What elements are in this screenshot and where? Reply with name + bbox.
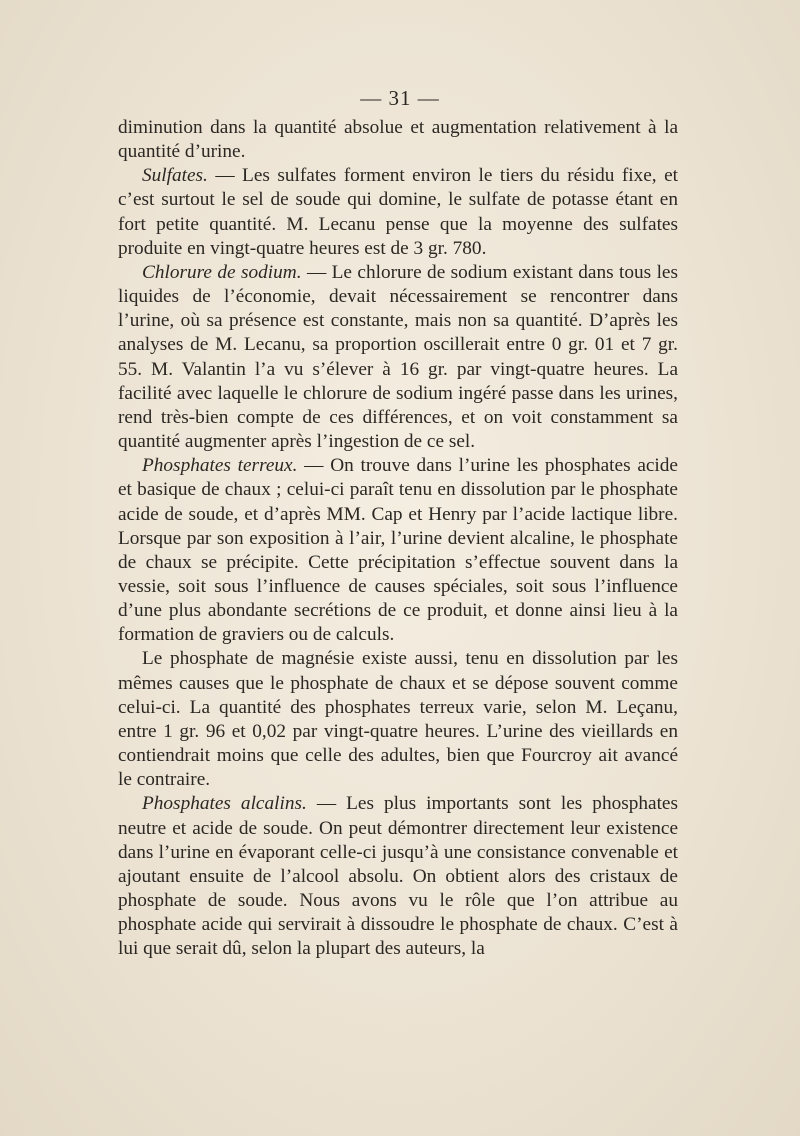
paragraph-text: — Les sulfates forment environ le tiers du résidu fixe, et c’est surtout le sel de soude qui domine, le sulfate de potasse étant en fort petite quantité. M. Lecanu pense que la moyenne des sulfates produite en vingt-quatre heures est de 3 gr. 780. (118, 165, 678, 259)
page-number: — 31 — (360, 86, 440, 110)
paragraph-chlorure (118, 261, 678, 454)
paragraph-phosphates-alcalins (118, 792, 678, 961)
section-heading-phosphates-terreux: Phosphates terreux. (142, 455, 298, 477)
section-heading-phosphates-alcalins: Phosphates alcalins. (142, 793, 307, 815)
section-heading-chlorure: Chlorure de sodium. (142, 261, 302, 283)
section-heading-sulfates: Sulfates. (142, 165, 208, 187)
body-text (118, 116, 678, 961)
paragraph-text: — On trouve dans l’urine les phosphates acide et basique de chaux ; celui-ci paraît tenu en dissolution par le phosphate acide de soude, et d’après MM. Cap et Henry par l’acide lactique libre. Lorsque par son exposition à l’air, l’urine devient alcaline, le phosphate de chaux se précipite. Cette précipitation s’effectue souvent dans la vessie, soit sous l’influence de causes spéciales, soit sous l’influence d’une plus abondante secrétions de ce produit, et donne ainsi lieu à la formation de graviers ou de calculs. (118, 455, 678, 646)
paragraph-text: diminution dans la quantité absolue et augmentation relativement à la quantité d’urine. (118, 117, 678, 163)
paragraph-text: — Les plus importants sont les phosphates neutre et acide de soude. On peut démontrer directement leur existence dans l’urine en évaporant celle-ci jusqu’à une consistance convenable et ajoutant ensuite de l’alcool absolu. On obtient alors des cristaux de phosphate de soude. Nous avons vu le rôle que l’on attribue au phosphate acide qui servirait à dissoudre le phosphate de chaux. C’est à lui que serait dû, selon la plupart des auteurs, la (118, 793, 678, 960)
paragraph-continuation (118, 116, 678, 164)
paragraph-text: — Le chlorure de sodium existant dans tous les liquides de l’économie, devait nécessairement se rencontrer dans l’urine, où sa présence est constante, mais non sa quantité. D’après les analyses de M. Lecanu, sa proportion oscillerait entre 0 gr. 01 et 7 gr. 55. M. Valantin l’a vu s’élever à 16 gr. par vingt-quatre heures. La facilité avec laquelle le chlorure de sodium ingéré passe dans les urines, rend très-bien compte de ces différences, et on voit constamment sa quantité augmenter après l’ingestion de ce sel. (118, 261, 678, 453)
paragraph-phosphates-terreux (118, 454, 678, 647)
paragraph-magnesie (118, 647, 678, 792)
paragraph-text: Le phosphate de magnésie existe aussi, tenu en dissolution par les mêmes causes que le phosphate de chaux et se dépose souvent comme celui-ci. La quantité des phosphates terreux varie, selon M. Leçanu, entre 1 gr. 96 et 0,02 par vingt-quatre heures. L’urine des vieillards en contiendrait moins que celle des adultes, bien que Fourcroy ait avancé le contraire. (118, 648, 678, 791)
paragraph-sulfates (118, 164, 678, 261)
